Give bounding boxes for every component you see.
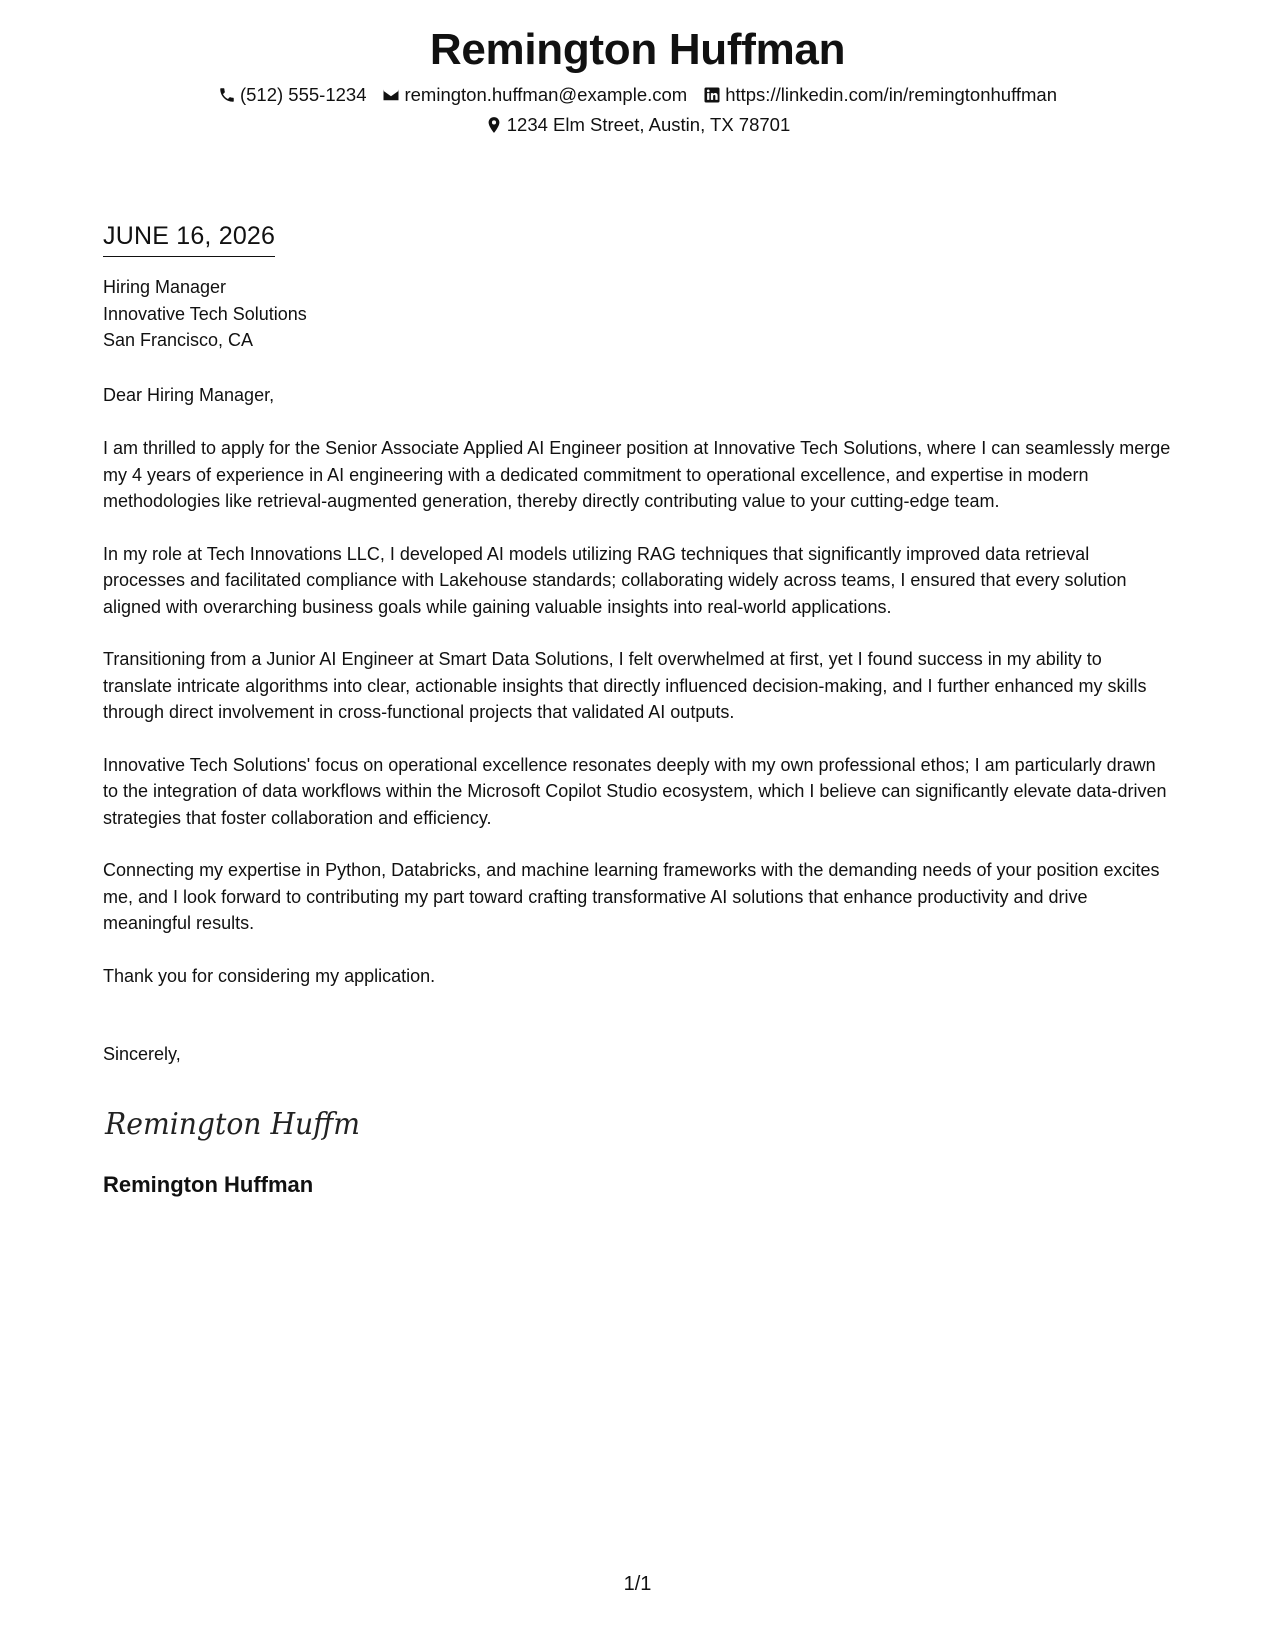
envelope-icon: [382, 86, 400, 104]
recipient-title: Hiring Manager: [103, 277, 227, 297]
contact-row: [0, 80, 1275, 110]
body-paragraph-4: Innovative Tech Solutions' focus on operational excellence resonates deeply with my own professional ethos; I am particularly drawn to the integration of data workflows within the Microsoft Copilot Studio ecosystem, which I believe can significantly elevate data-driven strategies that foster collaboration and efficiency.: [103, 754, 1167, 828]
phone-icon: [218, 86, 236, 104]
recipient-block: [103, 274, 1173, 354]
contact-linkedin[interactable]: [703, 80, 1057, 110]
contact-phone: [218, 80, 367, 110]
signature-image: [103, 1098, 1173, 1148]
signer-name: Remington Huffman: [103, 1171, 314, 1197]
letter-date: JUNE 16, 2026: [103, 218, 275, 257]
applicant-name: Remington Huffman: [429, 25, 846, 74]
recipient-company: Innovative Tech Solutions: [103, 303, 307, 324]
contact-address: [485, 110, 791, 140]
address-row: [0, 110, 1275, 140]
map-pin-icon: [485, 116, 503, 134]
handwritten-signature: [103, 1098, 373, 1148]
signoff: Sincerely,: [103, 1044, 181, 1064]
page-number: 1/1: [623, 1573, 652, 1595]
signature-text: Remington Huffm: [104, 1106, 360, 1142]
body-paragraph-2: In my role at Tech Innovations LLC, I developed AI models utilizing RAG techniques that significantly improved data retrieval processes and facilitated compliance with Lakehouse standards; collaborating widely across teams, I ensured that every solution aligned with overarching business goals while gaining valuable insights into real-world applications.: [103, 543, 1127, 617]
linkedin-icon: [703, 86, 721, 104]
body-paragraph-5: Connecting my expertise in Python, Databricks, and machine learning frameworks with the demanding needs of your position excites me, and I look forward to contributing my part toward crafting transformative AI solutions that enhance productivity and drive meaningful results.: [103, 860, 1160, 933]
letter-body: [103, 218, 1173, 1200]
letter-header: [0, 22, 1275, 140]
closing-line: Thank you for considering my application.: [103, 965, 436, 986]
phone-text: (512) 555-1234: [239, 84, 367, 105]
salutation: Dear Hiring Manager,: [103, 384, 275, 405]
recipient-location: San Francisco, CA: [103, 330, 254, 350]
body-paragraph-1: I am thrilled to apply for the Senior Associate Applied AI Engineer position at Innovative Tech Solutions, where I can seamlessly merge my 4 years of experience in AI engineering with a dedicated commitment to operational excellence, and expertise in modern methodologies like retrieval-augmented generation, thereby directly contributing value to your cutting-edge team.: [103, 438, 1171, 511]
linkedin-link[interactable]: https://linkedin.com/in/remingtonhuffman: [725, 84, 1058, 105]
address-text: 1234 Elm Street, Austin, TX 78701: [506, 114, 791, 135]
contact-email[interactable]: [382, 80, 687, 110]
email-link[interactable]: remington.huffman@example.com: [404, 84, 688, 105]
body-paragraph-3: Transitioning from a Junior AI Engineer at Smart Data Solutions, I felt overwhelmed at first, yet I found success in my ability to translate intricate algorithms into clear, actionable insights that directly influenced decision-making, and I further enhanced my skills through direct involvement in cross-functional projects that validated AI outputs.: [103, 649, 1147, 722]
